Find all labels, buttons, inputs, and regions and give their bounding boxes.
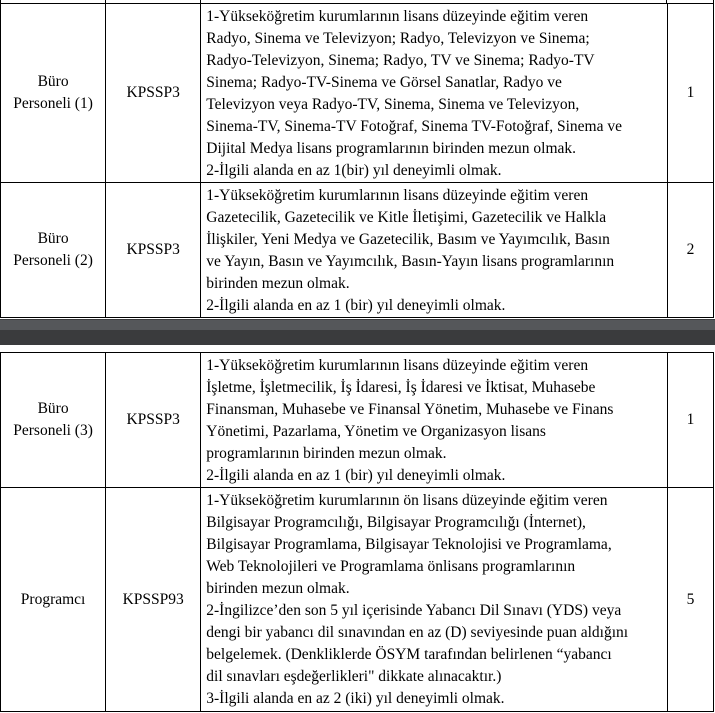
requirement-line: birinden mezun olmak. <box>206 275 350 292</box>
requirement-line: İlişkiler, Yeni Medya ve Gazetecilik, Basım ve Yayımcılık, Basın <box>206 231 610 248</box>
requirement-line: programlarının birinden mezun olmak. <box>206 445 447 462</box>
requirement-line: İşletme, İşletmecilik, İş İdaresi, İş İdaresi ve İktisat, Muhasebe <box>206 379 596 396</box>
requirement-line: Sinema; Radyo-TV-Sinema ve Görsel Sanatlar, Radyo ve <box>206 74 562 91</box>
position-line: Programcı <box>20 590 86 608</box>
requirement-line: 1-Yükseköğretim kurumlarının ön lisans düzeyinde eğitim veren <box>206 492 608 509</box>
requirements-cell <box>201 183 668 318</box>
page-separator-highlight <box>0 320 715 330</box>
requirement-line: 2-İlgili alanda en az 1 (bir) yıl deneyimli olmak. <box>206 297 506 314</box>
requirement-line: dengi bir yabancı dil sınavından en az (D) seviyesinde puan aldığını <box>206 624 629 641</box>
table-row <box>1 488 714 712</box>
requirement-line: 2-İlgili alanda en az 1(bir) yıl deneyimli olmak. <box>206 162 502 179</box>
requirement-line: Radyo-Televizyon, Sinema; Radyo, TV ve Sinema; Radyo-TV <box>206 52 595 69</box>
requirement-line: Dijital Medya lisans programlarının birinden mezun olmak. <box>206 140 577 157</box>
position-cell <box>1 183 106 318</box>
position-line: Büro <box>37 73 69 90</box>
requirement-line: Finansman, Muhasebe ve Finansal Yönetim, Muhasebe ve Finans <box>206 401 614 418</box>
code-cell: KPSSP3 <box>106 183 201 318</box>
requirement-line: dil sınavları eşdeğerlikleri" dikkate alınacaktır.) <box>206 668 502 685</box>
requirement-line: Sinema-TV, Sinema-TV Fotoğraf, Sinema TV-Fotoğraf, Sinema ve <box>206 118 622 135</box>
requirement-line: birinden mezun olmak. <box>206 580 350 597</box>
requirements-cell <box>201 4 668 183</box>
table-row <box>1 183 714 318</box>
requirement-line: Web Teknolojileri ve Programlama önlisans programlarının <box>206 558 576 575</box>
requirement-line: Bilgisayar Programlama, Bilgisayar Teknolojisi ve Programlama, <box>206 536 612 553</box>
positions-table-1 <box>0 3 714 318</box>
position-line: Personeli (1) <box>13 95 93 112</box>
position-cell <box>1 353 106 488</box>
requirement-line: 2-İngilizce’den son 5 yıl içerisinde Yabancı Dil Sınavı (YDS) veya <box>206 602 622 619</box>
count-cell: 1 <box>667 353 713 488</box>
requirement-line: Yönetimi, Pazarlama, Yönetim ve Organizasyon lisans <box>206 423 546 440</box>
requirement-line: Gazetecilik, Gazetecilik ve Kitle İletişimi, Gazetecilik ve Halkla <box>206 209 607 226</box>
requirements-cell <box>201 488 668 712</box>
requirement-line: Bilgisayar Programcılığı, Bilgisayar Programcılığı (İnternet), <box>206 514 586 531</box>
table-row <box>1 4 714 183</box>
position-cell <box>1 4 106 183</box>
requirement-line: 1-Yükseköğretim kurumlarının lisans düzeyinde eğitim veren <box>206 187 589 204</box>
count-cell: 1 <box>667 4 713 183</box>
code-cell: KPSSP3 <box>106 4 201 183</box>
requirement-line: 3-İlgili alanda en az 2 (iki) yıl deneyimli olmak. <box>206 690 505 707</box>
count-cell: 5 <box>667 488 713 712</box>
count-cell: 2 <box>667 183 713 318</box>
requirements-cell <box>201 353 668 488</box>
position-line: Personeli (2) <box>13 252 93 269</box>
requirement-line: Radyo, Sinema ve Televizyon; Radyo, Televizyon ve Sinema; <box>206 30 590 47</box>
requirement-line: ve Yayın, Basın ve Yayımcılık, Basın-Yayın lisans programlarının <box>206 253 615 270</box>
requirement-line: 1-Yükseköğretim kurumlarının lisans düzeyinde eğitim veren <box>206 357 589 374</box>
code-cell: KPSSP93 <box>106 488 201 712</box>
positions-table-2 <box>0 352 714 712</box>
position-line: Büro <box>37 400 69 417</box>
position-cell <box>1 488 106 712</box>
requirement-line: 1-Yükseköğretim kurumlarının lisans düzeyinde eğitim veren <box>206 8 589 25</box>
code-cell: KPSSP3 <box>106 353 201 488</box>
table-row <box>1 353 714 488</box>
position-line: Büro <box>37 230 69 247</box>
requirement-line: belgelemek. (Denkliklerde ÖSYM tarafından belirlenen “yabancı <box>206 646 612 663</box>
requirement-line: Televizyon veya Radyo-TV, Sinema, Sinema ve Televizyon, <box>206 96 580 113</box>
position-line: Personeli (3) <box>13 422 93 439</box>
requirement-line: 2-İlgili alanda en az 1 (bir) yıl deneyimli olmak. <box>206 467 506 484</box>
